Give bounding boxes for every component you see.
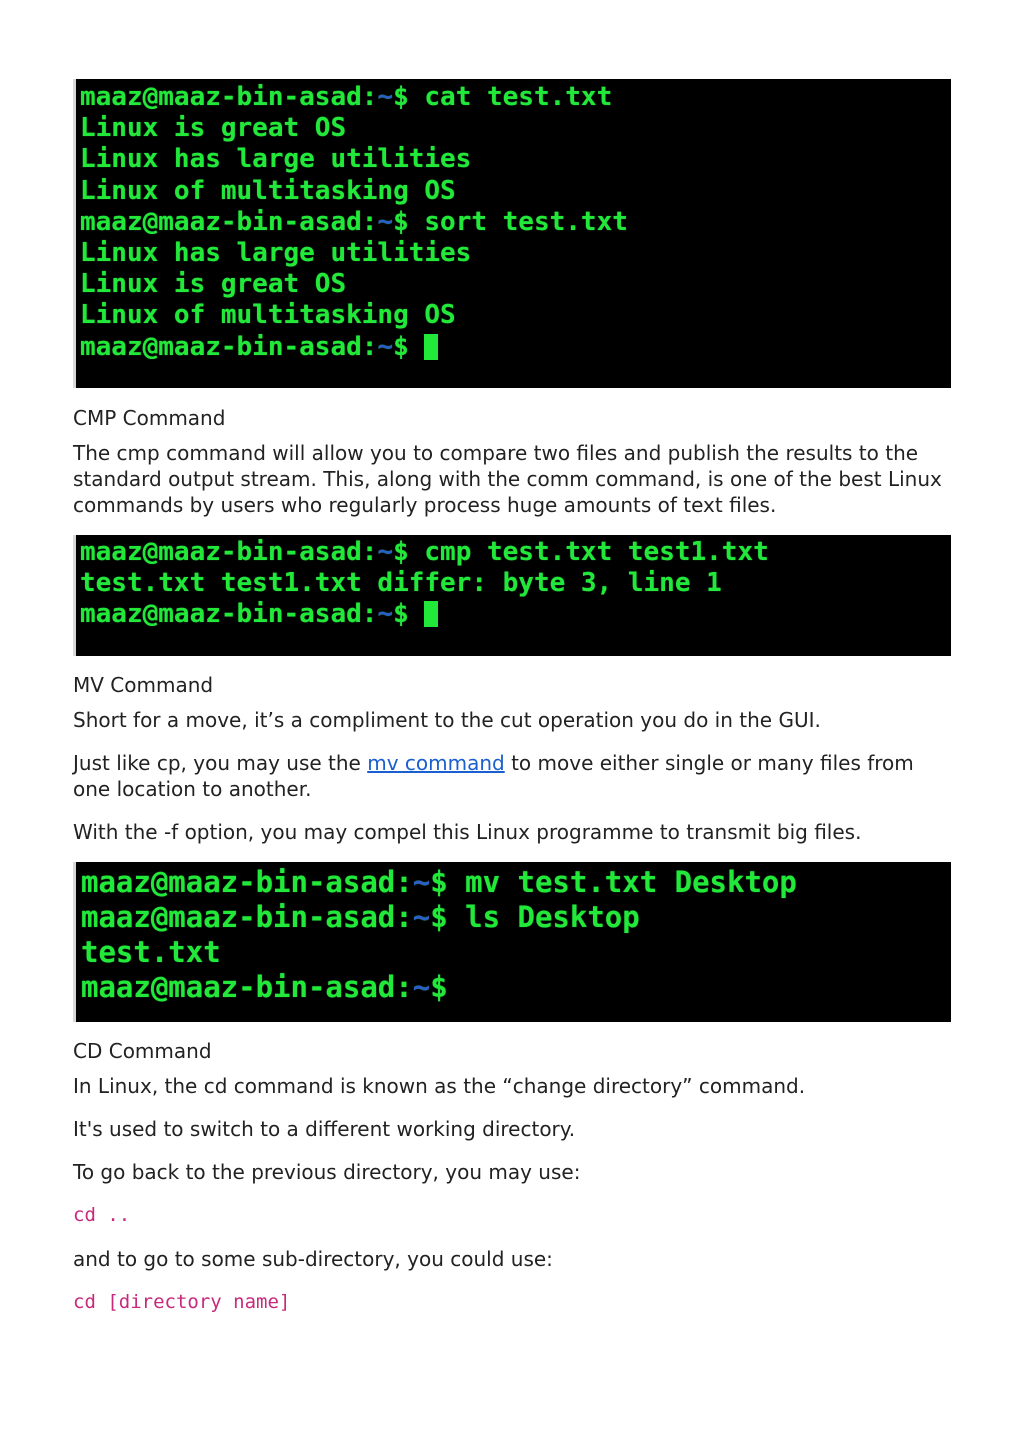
cd-code-subdir: cd [directory name] — [73, 1291, 291, 1313]
terminal-command: cat test.txt — [424, 82, 613, 112]
terminal-output: Linux of multitasking OS — [80, 300, 456, 331]
terminal-line — [81, 970, 951, 1005]
mv-heading: MV Command — [73, 673, 214, 697]
terminal-line — [80, 238, 951, 269]
terminal-line — [80, 300, 951, 331]
cd-paragraph-2: It's used to switch to a different working directory. — [73, 1117, 576, 1141]
terminal-line — [80, 82, 951, 113]
mv-paragraph-2 — [73, 750, 951, 802]
terminal-prompt-user: maaz@maaz-bin-asad: — [80, 206, 378, 237]
cd-paragraph-3: To go back to the previous directory, you may use: — [73, 1160, 581, 1184]
mv-paragraph-1: Short for a move, it’s a compliment to the cut operation you do in the GUI. — [73, 708, 821, 732]
terminal-output: Linux has large utilities — [80, 237, 472, 268]
terminal-output: Linux is great OS — [80, 113, 347, 144]
terminal-prompt-symbol: $ — [393, 537, 425, 567]
terminal-line — [80, 207, 951, 238]
terminal-prompt-tilde: ~ — [412, 970, 431, 1004]
terminal-line — [81, 865, 951, 900]
terminal-cursor — [424, 334, 438, 360]
terminal-cursor — [424, 601, 438, 627]
terminal-prompt-user: maaz@maaz-bin-asad: — [81, 900, 413, 934]
terminal-output: test.txt test1.txt differ: byte 3, line 1 — [80, 568, 722, 599]
terminal-prompt-symbol: $ — [430, 865, 466, 899]
terminal-line — [80, 144, 951, 175]
terminal-output: Linux of multitasking OS — [80, 175, 456, 206]
cd-code-back: cd .. — [73, 1204, 131, 1226]
terminal-prompt-tilde: ~ — [377, 331, 394, 362]
mv-command-link[interactable]: mv command — [367, 751, 505, 775]
terminal-screenshot-cmp — [73, 535, 951, 656]
cd-paragraph-1: In Linux, the cd command is known as the “change directory” command. — [73, 1074, 806, 1098]
terminal-line — [80, 568, 951, 599]
terminal-prompt-tilde: ~ — [412, 900, 431, 934]
cmp-paragraph: The cmp command will allow you to compare two files and publish the results to the standard output stream. This, along with the comm command, is one of the best Linux commands by users who regularly process huge amounts of text files. — [73, 441, 942, 517]
terminal-prompt-symbol: $ — [430, 900, 466, 934]
terminal-prompt-user: maaz@maaz-bin-asad: — [80, 537, 378, 567]
terminal-command: cmp test.txt test1.txt — [424, 537, 769, 567]
terminal-prompt-symbol: $ — [430, 970, 448, 1004]
mv-paragraph-3: With the -f option, you may compel this Linux programme to transmit big files. — [73, 820, 862, 844]
terminal-prompt-symbol: $ — [393, 82, 425, 112]
cmp-heading: CMP Command — [73, 406, 226, 430]
document-page — [73, 79, 951, 1314]
terminal-line — [80, 599, 951, 630]
terminal-prompt-user: maaz@maaz-bin-asad: — [80, 331, 378, 362]
terminal-prompt-tilde: ~ — [412, 865, 431, 899]
terminal-command: mv test.txt Desktop — [465, 865, 797, 899]
terminal-screenshot-sort — [73, 79, 951, 388]
terminal-line — [80, 269, 951, 300]
terminal-prompt-user: maaz@maaz-bin-asad: — [81, 970, 413, 1004]
terminal-command: ls Desktop — [465, 900, 640, 934]
terminal-output: Linux has large utilities — [80, 144, 472, 175]
cd-heading: CD Command — [73, 1039, 212, 1063]
mv-paragraph-2-start: Just like cp, you may use the — [73, 751, 368, 775]
terminal-prompt-tilde: ~ — [377, 537, 394, 567]
terminal-prompt-tilde: ~ — [377, 206, 394, 237]
terminal-prompt-symbol: $ — [393, 331, 425, 362]
mv-paragraph-2-end: to move either single or many files from one location to another. — [73, 751, 914, 801]
terminal-command: sort test.txt — [424, 206, 628, 237]
cd-paragraph-4: and to go to some sub-directory, you could use: — [73, 1247, 553, 1271]
terminal-output: Linux is great OS — [80, 269, 347, 300]
terminal-prompt-symbol: $ — [393, 206, 425, 237]
terminal-line — [80, 332, 951, 363]
terminal-prompt-tilde: ~ — [377, 82, 394, 112]
terminal-prompt-tilde: ~ — [377, 599, 394, 630]
terminal-screenshot-mv — [73, 862, 951, 1022]
terminal-line — [81, 935, 951, 970]
terminal-line — [81, 900, 951, 935]
terminal-output: test.txt — [81, 935, 221, 969]
terminal-line — [80, 537, 951, 568]
terminal-prompt-user: maaz@maaz-bin-asad: — [80, 599, 378, 630]
terminal-prompt-symbol: $ — [393, 599, 425, 630]
terminal-line — [80, 176, 951, 207]
terminal-line — [80, 113, 951, 144]
terminal-prompt-user: maaz@maaz-bin-asad: — [81, 865, 413, 899]
terminal-prompt-user: maaz@maaz-bin-asad: — [80, 82, 378, 112]
